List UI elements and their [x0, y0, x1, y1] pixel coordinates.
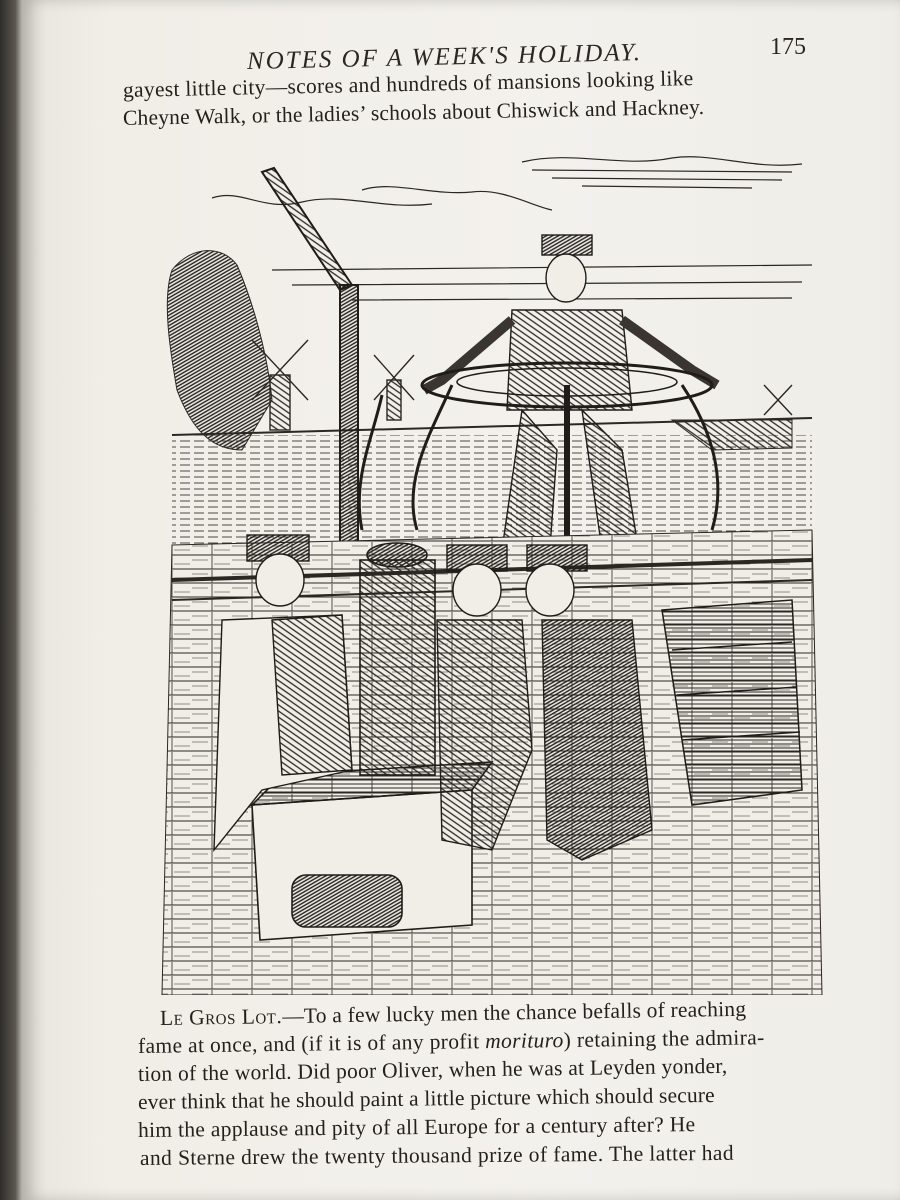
trees — [167, 251, 272, 450]
book-page — [22, 0, 900, 1200]
section-heading: Le Gros Lot. — [159, 1004, 283, 1030]
italic-latin-word: morituro — [485, 1028, 564, 1054]
bottom-paragraph-line-4: ever think that he should paint a little picture which should secure — [137, 1082, 715, 1114]
bottom-paragraph-line-3: tion of the world. Did poor Oliver, when he was at Leyden yonder, — [137, 1053, 728, 1086]
paragraph-text: ) retaining the admira- — [563, 1025, 765, 1053]
book-gutter — [0, 0, 22, 1200]
bottom-paragraph-line-6: and Sterne drew the twenty thousand prize of fame. The latter had — [139, 1140, 735, 1170]
top-paragraph-line: gayest little city—scores and hundreds of mansions looking like — [122, 66, 694, 102]
running-head-title: NOTES OF A WEEK'S HOLIDAY. — [246, 39, 643, 75]
top-paragraph-line: Cheyne Walk, or the ladies’ schools about Chiswick and Hackney. — [122, 94, 705, 130]
paragraph-text: —To a few lucky men the chance befalls of reaching — [282, 996, 747, 1029]
running-head — [22, 34, 900, 74]
steamboat-deck-engraving — [152, 150, 832, 995]
wood-engraving-illustration — [152, 150, 832, 995]
page-number: 175 — [770, 34, 806, 60]
river-water — [172, 435, 812, 545]
bottom-paragraph-line-5: him the applause and pity of all Europe for a century after? He — [137, 1112, 696, 1142]
paragraph-text: fame at once, and (if it is of any profit — [137, 1029, 486, 1058]
